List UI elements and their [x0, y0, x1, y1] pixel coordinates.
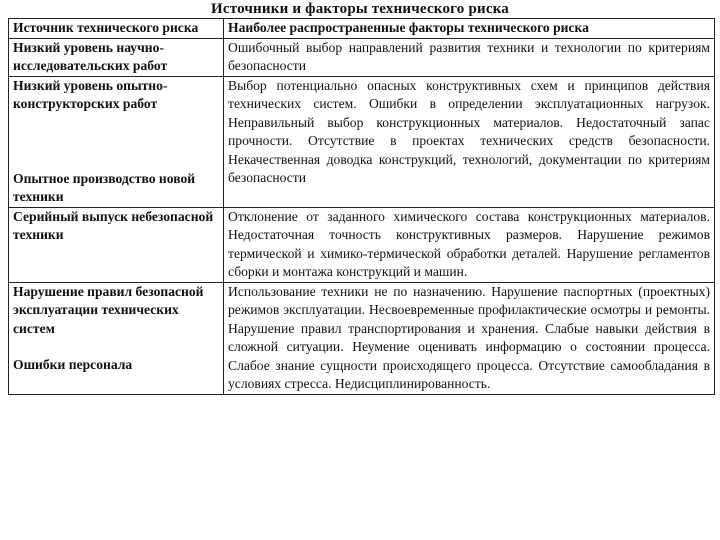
header-source: Источник технического риска — [9, 19, 224, 39]
source-cell — [9, 38, 224, 76]
risk-table — [8, 18, 715, 395]
source-label: Опытное производство новой техники — [13, 170, 196, 204]
factors-cell: Выбор потенциально опасных конструктивных схем и принципов действия технических систем. Ошибки в определении эксплуатационных нагрузок. Неправильный выбор конструкционных материалов. Недостаточный запас прочности. Отсутствие в проектах технических средств безопасности. Некачественная доводка конструкций, технологий, документации по критериям безопасности — [224, 76, 715, 207]
factors-cell: Отклонение от заданного химического состава конструкционных материалов. Недостаточная точность конструктивных размеров. Нарушение режимов термической и химико-термической обработки деталей. Нарушение регламентов сборки и монтажа конструкций и машин. — [224, 207, 715, 282]
table-row — [9, 282, 715, 394]
source-cell — [9, 207, 224, 282]
source-label: Низкий уровень научно-исследовательских работ — [13, 39, 168, 73]
source-label: Серийный выпуск небезопасной техники — [13, 208, 214, 242]
source-spacer — [13, 114, 219, 170]
table-row — [9, 38, 715, 76]
factors-cell: Использование техники не по назначению. Нарушение паспортных (проектных) режимов эксплуатации. Несвоевременные профилактические осмотры и ремонты. Нарушение правил транспортирования и хранения. Слабые навыки действия в сложной ситуации. Неумение оценивать информацию о состоянии процесса. Слабое знание сущности происходящего процесса. Отсутствие самообладания в условиях стресса. Недисциплинированность. — [224, 282, 715, 394]
table-row — [9, 207, 715, 282]
source-label: Низкий уровень опытно-конструкторских работ — [13, 77, 168, 111]
table-header-row — [9, 19, 715, 39]
source-label: Нарушение правил безопасной эксплуатации технических систем — [13, 283, 204, 336]
table-row — [9, 76, 715, 207]
header-factors: Наиболее распространенные факторы технического риска — [224, 19, 715, 39]
source-cell — [9, 76, 224, 207]
source-spacer — [13, 338, 219, 356]
page-title: Источники и факторы технического риска — [210, 1, 510, 17]
source-label: Ошибки персонала — [13, 357, 133, 372]
source-cell — [9, 282, 224, 394]
factors-cell: Ошибочный выбор направлений развития техники и технологии по критериям безопасности — [224, 38, 715, 76]
